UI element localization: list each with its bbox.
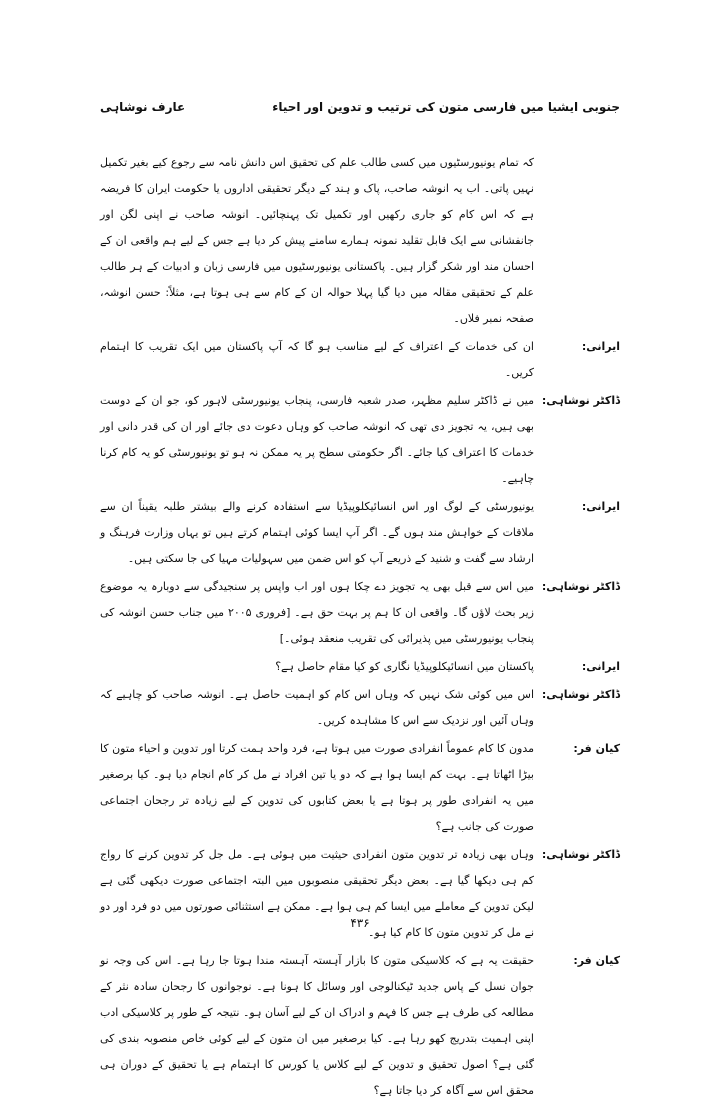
running-author: عارف نوشاہی (100, 100, 186, 114)
dialogue-text: میں نے ڈاکٹر سلیم مظہر، صدر شعبہ فارسی، پنجاب یونیورسٹی لاہور کو، جو ان کے دوست بھی ہیں، یہ تجویز دی تھی کہ انوشہ صاحب کو وہاں دعوت دی جائے اور ان کی قدر دانی اور خدمات کا اعتراف کیا جائے۔ اگر حکومتی سطح پر یہ ممکن نہ ہو تو یونیورسٹی کو یہ کام کرنا چاہیے۔ (100, 394, 534, 485)
dialogue-entry (100, 334, 620, 386)
dialogue-entry (100, 574, 620, 652)
dialogue-entry (100, 494, 620, 572)
dialogue-entry (100, 654, 620, 680)
dialogue-entry (100, 736, 620, 840)
dialogue-text: حقیقت یہ ہے کہ کلاسیکی متون کا بازار آہستہ آہستہ مندا ہوتا جا رہا ہے۔ اس کی وجہ نو جوان نسل کے پاس جدید ٹیکنالوجی اور وسائل کا ہونا ہے۔ نوجوانوں کا رجحان سادہ نثر کے مطالعہ کی طرف ہے جس کا فہم و ادراک ان کے لیے آسان ہو۔ نتیجہ کے طور پر کلاسیکی ادب اپنی اہمیت بتدریج کھو رہا ہے۔ کیا برصغیر میں ان متون کے لیے کوئی خاص منصوبہ بندی کی گئی ہے؟ اصول تحقیق و تدوین کے لیے کلاس یا کورس کا اہتمام ہے یا تحقیق کے دوران ہی محقق اس سے آگاہ کر دیا جاتا ہے؟ (100, 954, 534, 1097)
dialogue-text: ان کی خدمات کے اعتراف کے لیے مناسب ہو گا کہ آپ پاکستان میں ایک تقریب کا اہتمام کریں۔ (100, 340, 534, 379)
dialogue-entry (100, 948, 620, 1104)
dialogue-entry (100, 682, 620, 734)
speaker-label: ڈاکٹر نوشاہی: (541, 848, 620, 861)
running-title: جنوبی ایشیا میں فارسی متون کی ترتیب و تدوین اور احیاء (272, 100, 620, 114)
speaker-label: ڈاکٹر نوشاہی: (541, 580, 620, 593)
dialogue-text: یونیورسٹی کے لوگ اور اس انسائیکلوپیڈیا سے استفادہ کرنے والے بیشتر طلبہ یقیناً ان سے ملاقات کے خواہش مند ہوں گے۔ اگر آپ ایسا کوئی اہتمام کرتے ہیں تو یہاں وزارت فرہنگ و ارشاد سے گفت و شنید کے ذریعے آپ کو اس ضمن میں سہولیات مہیا کی جا سکتی ہیں۔ (100, 500, 534, 565)
dialogue-text: کہ تمام یونیورسٹیوں میں کسی طالب علم کی تحقیق اس دانش نامہ سے رجوع کیے بغیر تکمیل نہیں پاتی۔ اب یہ انوشہ صاحب، پاک و ہند کے دیگر تحقیقی اداروں یا حکومت ایران کا فریضہ ہے کہ اس کام کو جاری رکھیں اور تکمیل تک پہنچائیں۔ انوشہ صاحب نے اپنی لگن اور جانفشانی سے ایک قابل تقلید نمونہ ہمارے سامنے پیش کر دیا ہے جس کے لیے ہم واقعی ان کے احسان مند اور شکر گزار ہیں۔ پاکستانی یونیورسٹیوں میں فارسی زبان و ادبیات کے ہر طالب علم کے تحقیقی مقالہ میں دیا گیا پہلا حوالہ ان کے کام سے ہی ہوتا ہے، مثلاً: حسن انوشہ، صفحہ نمبر فلاں۔ (100, 156, 534, 325)
dialogue-text: میں اس سے قبل بھی یہ تجویز دے چکا ہوں اور اب واپس پر سنجیدگی سے دوبارہ یہ موضوع زیر بحث لاؤں گا۔ واقعی ان کا ہم پر بہت حق ہے۔ [فروری ۲۰۰۵ میں جناب حسن انوشہ کی پنجاب یونیورسٹی میں پذیرائی کی تقریب منعقد ہوئی۔] (100, 580, 534, 645)
speaker-label: کیان فر: (573, 742, 620, 755)
page-header (100, 100, 620, 124)
dialogue-text: اس میں کوئی شک نہیں کہ وہاں اس کام کو اہمیت حاصل ہے۔ انوشہ صاحب کو چاہیے کہ وہاں آئیں اور نزدیک سے اس کا مشاہدہ کریں۔ (100, 688, 534, 727)
dialogue-entry (100, 388, 620, 492)
dialogue-text: مدون کا کام عموماً انفرادی صورت میں ہوتا ہے، فرد واحد ہمت کرتا اور تدوین و احیاء متون کا بیڑا اٹھاتا ہے۔ بہت کم ایسا ہوا ہے کہ دو یا تین افراد نے مل کر کام انجام دیا ہو۔ کیا برصغیر میں یہ انفرادی طور پر ہوتا ہے یا بعض کتابوں کی تدوین کے لیے زیادہ تر رجحان اجتماعی صورت کی جانب ہے؟ (100, 742, 534, 833)
interview-content (100, 150, 620, 1106)
speaker-label: ڈاکٹر نوشاہی: (541, 394, 620, 407)
dialogue-entry (100, 150, 620, 332)
dialogue-entry (100, 842, 620, 946)
speaker-label: ایرانی: (581, 500, 620, 513)
speaker-label: ڈاکٹر نوشاہی: (541, 688, 620, 701)
speaker-label: ایرانی: (581, 340, 620, 353)
dialogue-text: وہاں بھی زیادہ تر تدوین متون انفرادی حیثیت میں ہوئی ہے۔ مل جل کر تدوین کرنے کا رواج کم ہی دیکھا گیا ہے۔ بعض دیگر تحقیقی منصوبوں میں البتہ اجتماعی صورت دیکھی گئی ہے لیکن تدوین کے معاملے میں ایسا کم ہی ہوا ہے۔ ممکن ہے استثنائی صورتوں میں دو فرد اور دو نے مل کر تدوین متون کا کام کیا ہو۔ (100, 848, 534, 939)
speaker-label: کیان فر: (573, 954, 620, 967)
dialogue-text: پاکستان میں انسائیکلوپیڈیا نگاری کو کیا مقام حاصل ہے؟ (275, 660, 534, 673)
speaker-label: ایرانی: (581, 660, 620, 673)
page-number: ۴۳۶ (350, 916, 370, 930)
